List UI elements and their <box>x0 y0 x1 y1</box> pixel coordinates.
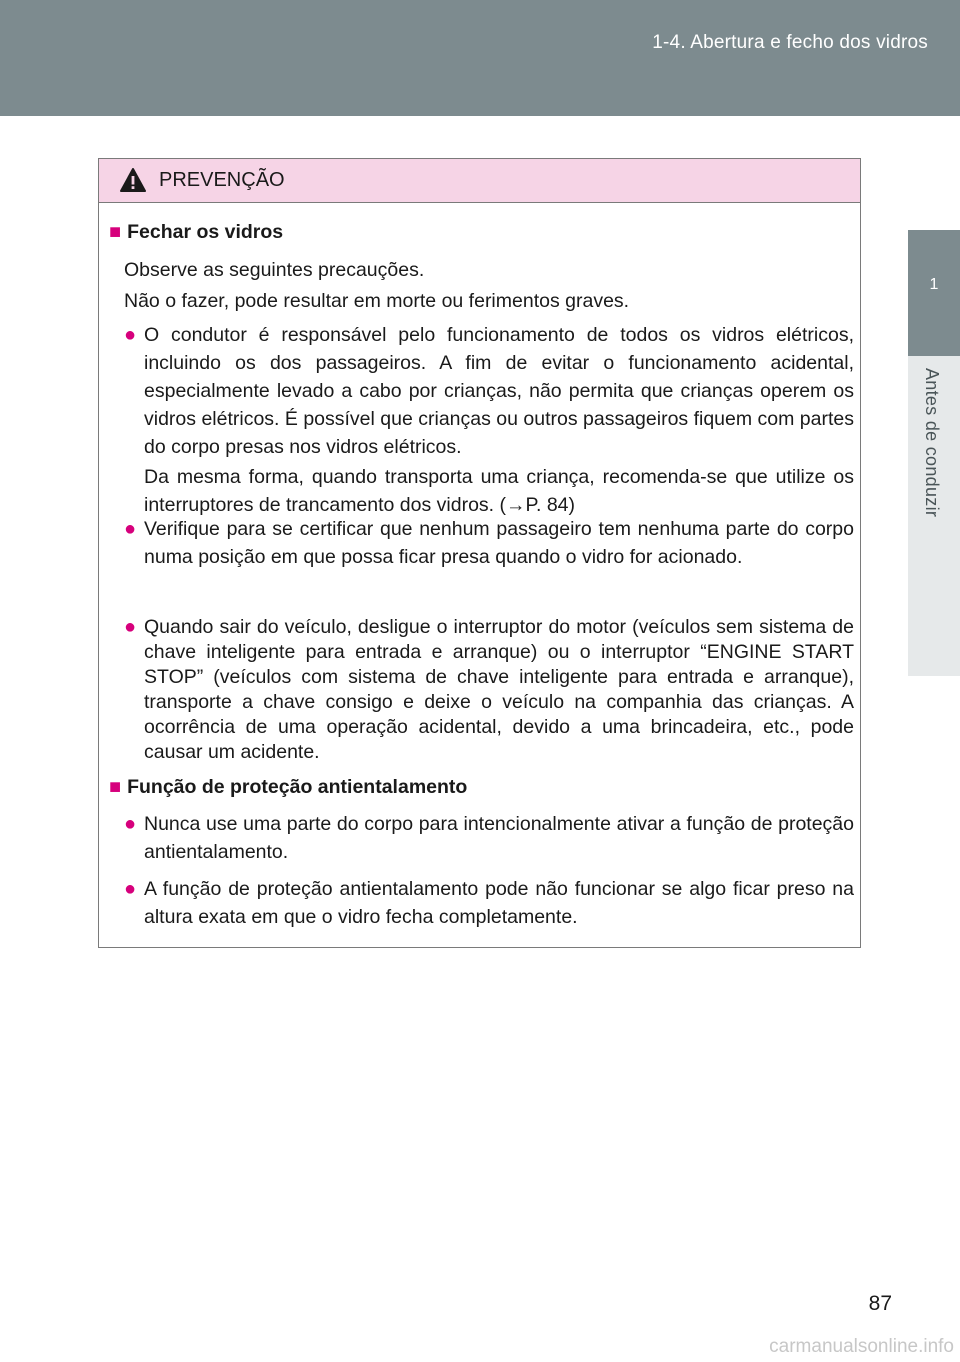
section-heading: ■ Função de proteção antientalamento <box>109 776 468 798</box>
chapter-title: 1-4. Abertura e fecho dos vidros <box>652 32 928 53</box>
list-item <box>124 875 854 931</box>
list-item <box>124 515 854 571</box>
watermark: carmanualsonline.info <box>769 1336 954 1357</box>
list-item <box>124 810 854 866</box>
square-bullet-icon: ■ <box>109 776 122 798</box>
list-item <box>124 615 854 765</box>
list-item-text: O condutor é responsável pelo funcionamento de todos os vidros elétricos, incluindo os dos passageiros. A fim de evitar o funcionamento acidental, especialmente levado a cabo por crianças, não permita que crianças operem os vidros elétricos. É possível que crianças ou outros passageiros fiquem com partes do corpo presas nos vidros elétricos. <box>144 324 854 458</box>
page-number: 87 <box>868 1292 892 1315</box>
warning-box <box>98 158 861 948</box>
list-item-text: A função de proteção antientalamento pode não funcionar se algo ficar preso na altura exata em que o vidro fecha completamente. <box>144 878 854 928</box>
circle-bullet-icon: ● <box>124 878 137 900</box>
chapter-side-strip <box>908 356 960 676</box>
list-item-extra: Da mesma forma, quando transporta uma criança, recomenda-se que utilize os interruptores de trancamento dos vidros. (→P. 84) <box>144 466 854 516</box>
circle-bullet-icon: ● <box>124 518 137 540</box>
header-bar <box>0 0 960 116</box>
warning-triangle-icon <box>119 167 147 193</box>
intro-line: Não o fazer, pode resultar em morte ou ferimentos graves. <box>124 290 630 312</box>
square-bullet-icon: ■ <box>109 221 122 243</box>
chapter-side-label: Antes de conduzir <box>922 368 942 518</box>
warning-header <box>99 159 860 203</box>
circle-bullet-icon: ● <box>124 813 137 835</box>
chapter-tab-number: 1 <box>929 276 939 293</box>
list-item-text: Verifique para se certificar que nenhum passageiro tem nenhuma parte do corpo numa posição em que possa ficar presa quando o vidro for acionado. <box>144 518 854 568</box>
warning-title: PREVENÇÃO <box>159 169 285 191</box>
section-heading: ■ Fechar os vidros <box>109 221 284 243</box>
list-item <box>124 321 854 519</box>
list-item-text: Quando sair do veículo, desligue o interruptor do motor (veículos sem sistema de chave inteligente para entrada e arranque) ou o interruptor “ENGINE START STOP” (veículos com sistema de chave inteligente para entrada e arranque), transporte a chave consigo e deixe o veículo na companhia das crianças. A ocorrência de uma operação acidental, devido a uma brincadeira, etc., pode causar um acidente. <box>144 616 854 763</box>
list-item-text: Nunca use uma parte do corpo para intencionalmente ativar a função de proteção antientalamento. <box>144 813 854 863</box>
circle-bullet-icon: ● <box>124 616 137 638</box>
section-intro <box>124 255 629 317</box>
intro-line: Observe as seguintes precauções. <box>124 259 425 281</box>
chapter-tab <box>908 230 960 356</box>
circle-bullet-icon: ● <box>124 324 137 346</box>
